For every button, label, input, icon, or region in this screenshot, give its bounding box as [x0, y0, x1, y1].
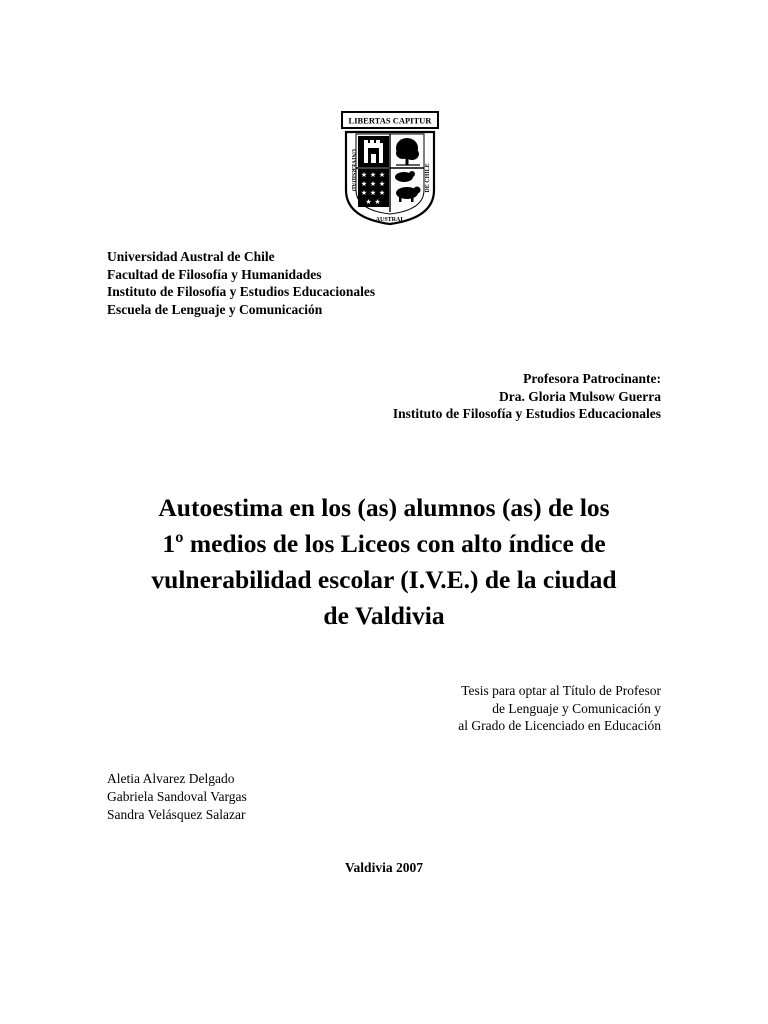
svg-text:★: ★ — [365, 198, 372, 206]
degree-line: de Lenguaje y Comunicación y — [492, 700, 661, 716]
logo-ring-right: DE CHILE — [425, 163, 431, 193]
svg-text:★: ★ — [369, 171, 377, 179]
title-line: Autoestima en los (as) alumnos (as) de los — [158, 493, 610, 522]
institute-name: Instituto de Filosofía y Estudios Educacionales — [107, 284, 376, 299]
university-crest-logo — [340, 110, 440, 226]
svg-text:★: ★ — [369, 189, 377, 197]
degree-line: al Grado de Licenciado en Educación — [458, 718, 661, 733]
author-name: Gabriela Sandoval Vargas — [107, 789, 247, 804]
castle-icon — [358, 136, 389, 167]
author-name: Sandra Velásquez Salazar — [107, 807, 246, 822]
svg-text:★: ★ — [374, 198, 381, 206]
institution-block — [107, 248, 375, 318]
university-name: Universidad Austral de Chile — [107, 249, 275, 264]
logo-ring-left: UNIVERSIDAD — [350, 148, 356, 192]
svg-text:★: ★ — [378, 180, 386, 188]
sponsor-block — [393, 370, 661, 423]
title-line: de Valdivia — [323, 601, 445, 630]
svg-text:★: ★ — [360, 171, 368, 179]
degree-statement — [458, 682, 661, 735]
faculty-name: Facultad de Filosofía y Humanidades — [107, 266, 322, 282]
school-name: Escuela de Lenguaje y Comunicación — [107, 301, 323, 317]
title-line: 1º medios de los Liceos con alto índice de — [162, 529, 606, 558]
svg-text:★: ★ — [378, 171, 386, 179]
place-date: Valdivia 2007 — [345, 860, 423, 875]
title-line: vulnerabilidad escolar (I.V.E.) de la ciudad — [151, 565, 617, 594]
sponsor-name: Dra. Gloria Mulsow Guerra — [499, 388, 661, 404]
svg-text:★: ★ — [378, 189, 386, 197]
authors-block — [107, 770, 247, 824]
sponsor-label: Profesora Patrocinante: — [523, 371, 661, 386]
svg-text:★: ★ — [369, 180, 377, 188]
author-name: Aletia Alvarez Delgado — [107, 771, 235, 786]
svg-text:★: ★ — [360, 189, 368, 197]
logo-motto: LIBERTAS CAPITUR — [348, 115, 432, 126]
logo-ring-bottom: AUSTRAL — [375, 217, 405, 223]
degree-line: Tesis para optar al Título de Profesor — [461, 683, 661, 698]
thesis-title — [90, 490, 678, 634]
stars-icon — [358, 169, 389, 207]
sponsor-institute: Instituto de Filosofía y Estudios Educacionales — [392, 406, 661, 421]
svg-text:★: ★ — [360, 180, 368, 188]
